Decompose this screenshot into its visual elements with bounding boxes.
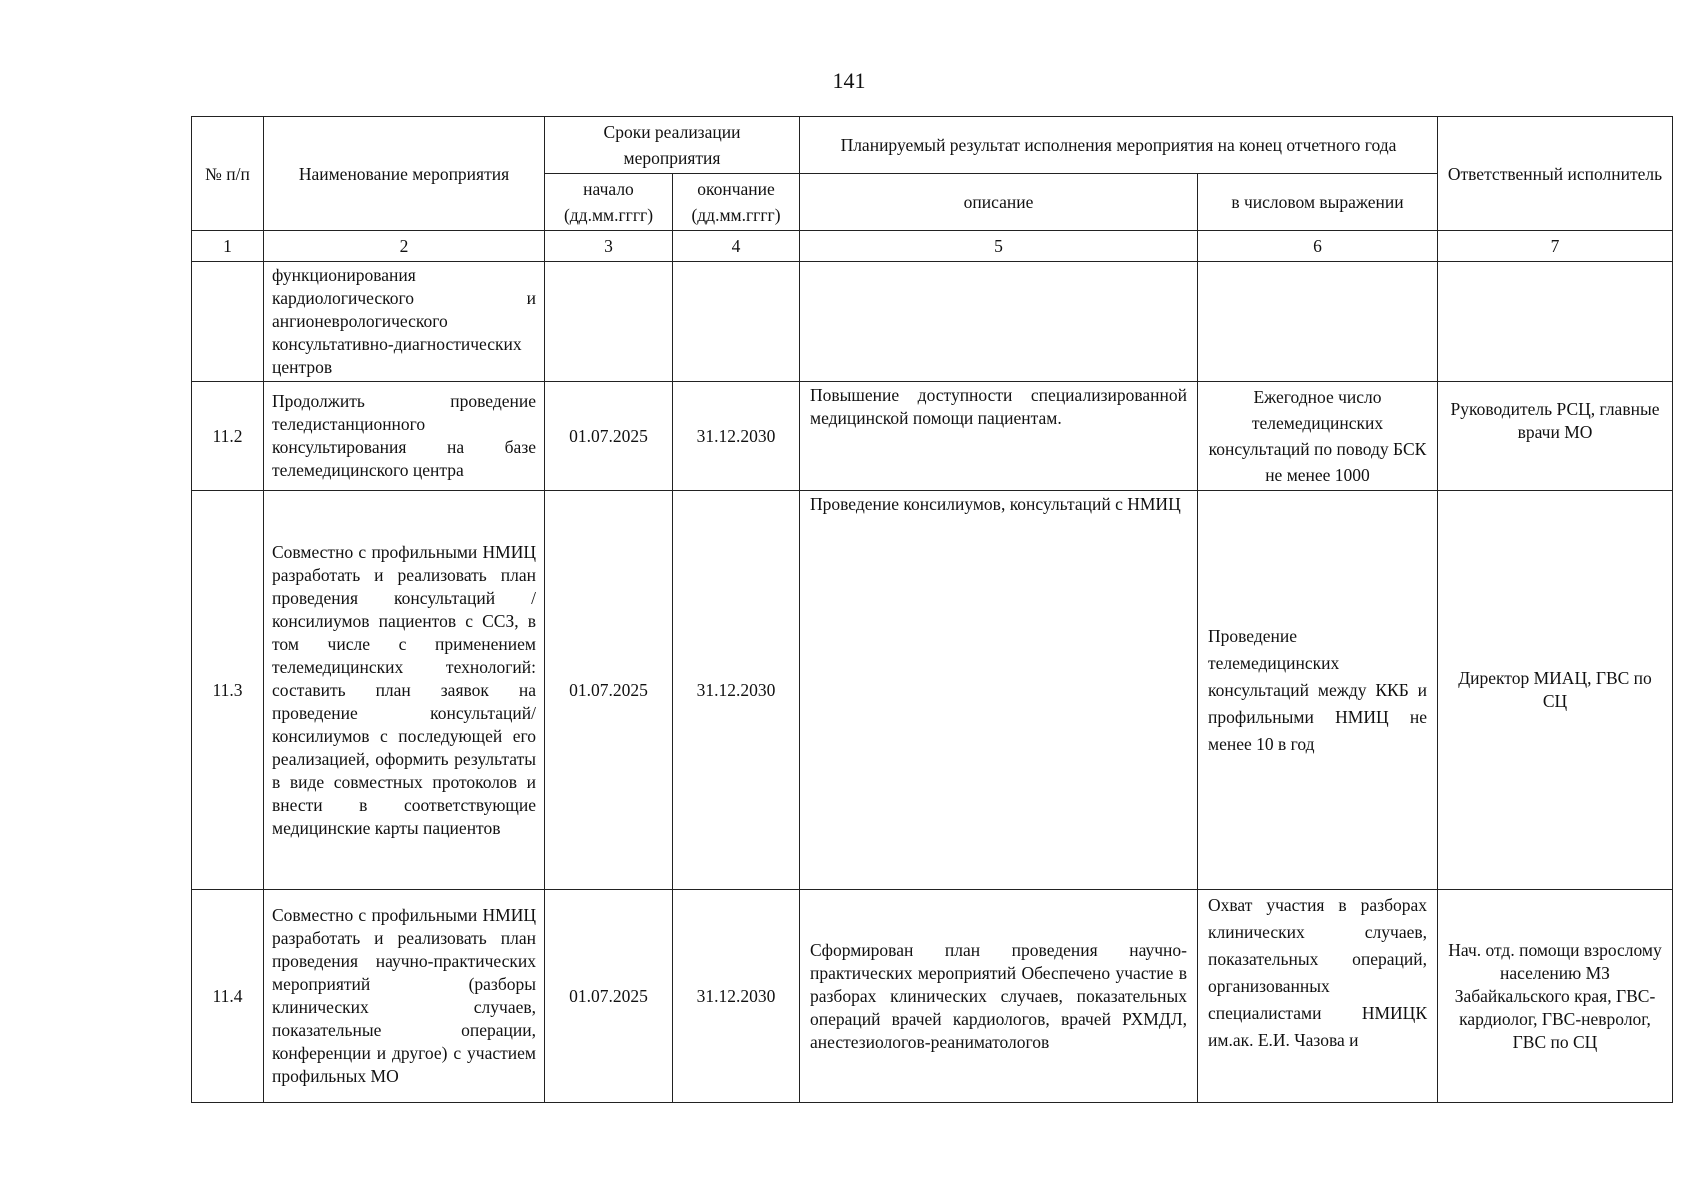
row-responsible: Нач. отд. помощи взрослому населению МЗ Забайкальского края, ГВС-кардиолог, ГВС-невролог, ГВС по СЦ	[1438, 890, 1673, 1103]
row-num: 11.3	[192, 491, 264, 890]
column-number: 6	[1198, 231, 1438, 262]
row-end: 31.12.2030	[673, 491, 800, 890]
row-start: 01.07.2025	[545, 382, 673, 491]
activities-table	[191, 116, 1673, 1103]
column-number-row	[192, 231, 1673, 262]
row-responsible: Руководитель РСЦ, главные врачи МО	[1438, 382, 1673, 491]
row-numeric: Ежегодное число телемедицинских консультаций по поводу БСК не менее 1000	[1198, 382, 1438, 491]
table-row	[192, 491, 1673, 890]
row-num	[192, 262, 264, 382]
table-row	[192, 890, 1673, 1103]
row-name: функционирования кардиологического и ангионеврологического консультативно-диагностических центров	[264, 262, 545, 382]
row-numeric: Проведение телемедицинских консультаций между ККБ и профильными НМИЦ не менее 10 в год	[1198, 491, 1438, 890]
row-num: 11.2	[192, 382, 264, 491]
row-name: Совместно с профильными НМИЦ разработать и реализовать план проведения научно-практических мероприятий (разборы клинических случаев, показательные операции, конференции и другое) с участием профильных МО	[264, 890, 545, 1103]
row-responsible	[1438, 262, 1673, 382]
row-start	[545, 262, 673, 382]
row-description	[800, 262, 1198, 382]
column-number: 3	[545, 231, 673, 262]
row-description: Сформирован план проведения научно-практических мероприятий Обеспечено участие в разборах клинических случаев, показательных операций врачей кардиологов, врачей РХМДЛ, анестезиологов-реаниматологов	[800, 890, 1198, 1103]
row-end: 31.12.2030	[673, 890, 800, 1103]
row-start: 01.07.2025	[545, 890, 673, 1103]
row-description: Повышение доступности специализированной медицинской помощи пациентам.	[800, 382, 1198, 491]
column-number: 5	[800, 231, 1198, 262]
header-num: № п/п	[192, 117, 264, 231]
column-number: 4	[673, 231, 800, 262]
row-num: 11.4	[192, 890, 264, 1103]
header-name: Наименование мероприятия	[264, 117, 545, 231]
table-row	[192, 262, 1673, 382]
header-result: Планируемый результат исполнения мероприятия на конец отчетного года	[800, 117, 1438, 174]
column-number: 7	[1438, 231, 1673, 262]
column-number: 2	[264, 231, 545, 262]
header-description: описание	[800, 174, 1198, 231]
row-end: 31.12.2030	[673, 382, 800, 491]
row-name: Совместно с профильными НМИЦ разработать и реализовать план проведения консультаций / консилиумов пациентов с ССЗ, в том числе с применением телемедицинских технологий: составить план заявок на проведение консультаций/консилиумов с последующей его реализацией, оформить результаты в виде совместных протоколов и внести в соответствующие медицинские карты пациентов	[264, 491, 545, 890]
row-name: Продолжить проведение теледистанционного консультирования на базе телемедицинского центра	[264, 382, 545, 491]
row-start: 01.07.2025	[545, 491, 673, 890]
page-number: 141	[832, 68, 866, 93]
table-row	[192, 382, 1673, 491]
row-description: Проведение консилиумов, консультаций с НМИЦ	[800, 491, 1198, 890]
header-end: окончание (дд.мм.гггг)	[673, 174, 800, 231]
row-responsible: Директор МИАЦ, ГВС по СЦ	[1438, 491, 1673, 890]
column-number: 1	[192, 231, 264, 262]
header-responsible: Ответственный исполнитель	[1438, 117, 1673, 231]
row-numeric: Охват участия в разборах клинических случаев, показательных операций, организованных специалистами НМИЦК им.ак. Е.И. Чазова и	[1198, 890, 1438, 1103]
row-end	[673, 262, 800, 382]
header-start: начало (дд.мм.гггг)	[545, 174, 673, 231]
header-numeric: в числовом выражении	[1198, 174, 1438, 231]
header-terms: Сроки реализации мероприятия	[545, 117, 800, 174]
row-numeric	[1198, 262, 1438, 382]
